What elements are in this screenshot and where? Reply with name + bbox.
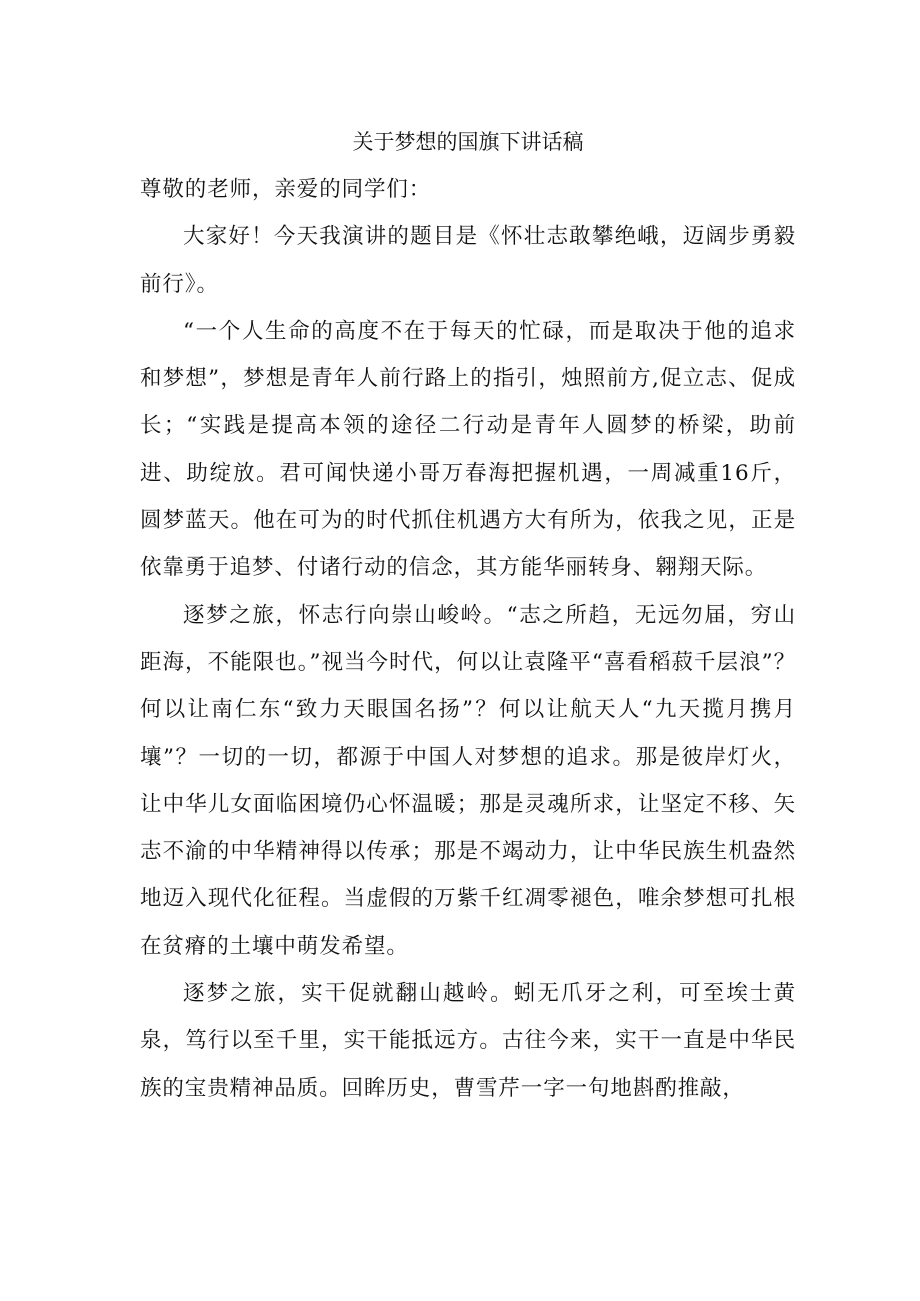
document-title: 关于梦想的国旗下讲话稿: [352, 130, 584, 154]
document-body: [140, 126, 796, 1112]
paragraph-ambition-journey: 逐梦之旅，怀志行向崇山峻岭。“志之所趋，无远勿届，穷山距海，不能限也。”视当今时代，何以让袁隆平“喜看稻菽千层浪”？何以让南仁东“致力天眼国名扬”？何以让航天人“九天揽月携月壤”？一切的一切，都源于中国人对梦想的追求。那是彼岸灯火，让中华儿女面临困境仍心怀温暖；那是灵魂所求，让坚定不移、矢志不渝的中华精神得以传承；那是不竭动力，让中华民族生机盎然地迈入现代化征程。当虚假的万紫千红凋零褪色，唯余梦想可扎根在贫瘠的土壤中萌发希望。: [140, 602, 796, 959]
paragraph-opening: 大家好！今天我演讲的题目是《怀壮志敢攀绝峨，迈阔步勇毅前行》。: [140, 224, 796, 297]
paragraph-hard-work-journey: 逐梦之旅，实干促就翻山越岭。蚓无爪牙之利，可至埃士黄泉，笃行以至千里，实干能抵远方。古往今来，实干一直是中华民族的宝贵精神品质。回眸历史，曹雪芹一字一句地斟酌推敲，: [140, 981, 796, 1101]
paragraph-dream-guidance: “一个人生命的高度不在于每天的忙碌，而是取决于他的追求和梦想”，梦想是青年人前行路上的指引，烛照前方,促立志、促成长；“实践是提高本领的途径二行动是青年人圆梦的桥梁，助前进、助绽放。君可闻快递小哥万春海把握机遇，一周减重16斤，圆梦蓝天。他在可为的时代抓住机遇方大有所为，依我之见，正是依靠勇于追梦、付诸行动的信念，其方能华丽转身、翱翔天际。: [140, 318, 796, 581]
salutation: 尊敬的老师，亲爱的同学们：: [140, 177, 432, 202]
